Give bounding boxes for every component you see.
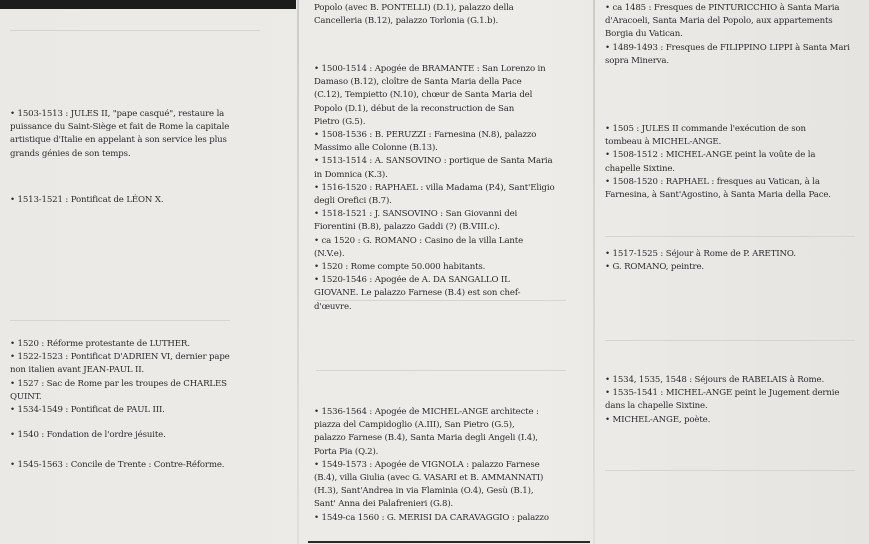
column-left — [0, 0, 296, 544]
text-line: GIOVANE. Le palazzo Farnese (B.4) est son chef- — [314, 288, 521, 299]
faint-mark — [605, 340, 855, 341]
text-line: • MICHEL-ANGE, poète. — [605, 414, 711, 425]
text-line: in Domnica (K.3). — [314, 169, 388, 180]
timeline-entry — [605, 374, 869, 427]
text-line: Borgia du Vatican. — [605, 29, 683, 40]
text-line: • G. ROMANO, peintre. — [605, 262, 704, 273]
column-divider — [297, 0, 299, 544]
text-line: Pietro (G.5). — [314, 116, 366, 127]
text-line: (C.12), Tempietto (N.10), chœur de Santa Maria del — [314, 90, 533, 101]
text-line: • 1540 : Fondation de l'ordre jésuite. — [10, 430, 166, 440]
faint-mark — [316, 300, 566, 301]
text-line: Popolo (D.1), début de la reconstruction de San — [314, 103, 515, 114]
column-right — [597, 0, 869, 544]
timeline-entry — [314, 406, 588, 525]
timeline-entry — [10, 429, 292, 442]
timeline-entry — [10, 194, 292, 207]
faint-mark — [316, 370, 566, 371]
text-line: • 1520 : Réforme protestante de LUTHER. — [10, 339, 190, 349]
text-line: sopra Minerva. — [605, 55, 669, 66]
text-line: • 1518-1521 : J. SANSOVINO : San Giovanni dei — [314, 209, 518, 220]
faint-mark — [10, 320, 230, 321]
text-line: Massimo alle Colonne (B.13). — [314, 143, 438, 154]
text-line: Porta Pia (Q.2). — [314, 446, 379, 457]
timeline-entry — [10, 338, 292, 417]
text-line: piazza del Campidoglio (A.III), San Pietro (G.5), — [314, 420, 515, 431]
text-line: d'Aracoeli, Santa Maria del Popolo, aux appartements — [605, 16, 833, 27]
text-line: • 1513-1521 : Pontificat de LÉON X. — [10, 195, 164, 205]
text-line: • 1535-1541 : MICHEL-ANGE peint le Jugement dernie — [605, 388, 840, 399]
timeline-entry — [314, 63, 588, 314]
text-line: • 1534-1549 : Pontificat de PAUL III. — [10, 405, 165, 416]
text-line: • 1522-1523 : Pontificat D'ADRIEN VI, dernier pape — [10, 352, 230, 363]
text-line: Cancelleria (B.12), palazzo Torlonia (G.1.b). — [314, 16, 499, 27]
text-line: Damaso (B.12), cloître de Santa Maria della Pace — [314, 77, 522, 88]
text-line: • ca 1520 : G. ROMANO : Casino de la villa Lante — [314, 235, 524, 246]
text-line: • 1500-1514 : Apogée de BRAMANTE : San Lorenzo in — [314, 64, 546, 74]
text-line: (B.4), villa Giulia (avec G. VASARI et B. AMMANNATI) — [314, 473, 544, 484]
text-line: Sant' Anna dei Palafrenieri (G.8). — [314, 499, 454, 510]
column-divider — [593, 0, 595, 544]
text-line: (H.3), Sant'Andrea in via Flaminia (O.4), Gesù (B.1), — [314, 486, 534, 497]
text-line: (N.V.e). — [314, 248, 345, 259]
column-middle-bottom-rule — [308, 541, 590, 543]
text-line: • 1489-1493 : Fresques de FILIPPINO LIPPI à Santa Mari — [605, 42, 850, 53]
timeline-entry — [10, 459, 292, 472]
faint-mark — [605, 236, 855, 237]
text-line: Farnesina, à Sant'Agostino, à Santa Maria della Pace. — [605, 190, 831, 201]
timeline-entry — [314, 2, 588, 28]
text-line: palazzo Farnese (B.4), Santa Maria degli Angeli (I.4), — [314, 433, 538, 444]
text-line: • 1508-1512 : MICHEL-ANGE peint la voûte de la — [605, 150, 816, 161]
column-middle — [302, 0, 592, 544]
text-line: • 1549-ca 1560 : G. MERISI DA CARAVAGGIO : palazzo — [314, 512, 549, 523]
text-line: QUINT. — [10, 391, 42, 402]
text-line: • 1527 : Sac de Rome par les troupes de CHARLES — [10, 378, 227, 389]
text-line: • 1534, 1535, 1548 : Séjours de RABELAIS à Rome. — [605, 375, 825, 385]
text-line: • 1549-1573 : Apogée de VIGNOLA : palazzo Farnese — [314, 459, 540, 470]
column-left-top-rule — [0, 0, 296, 9]
timeline-entry — [605, 248, 869, 274]
faint-mark — [10, 30, 260, 31]
text-line: artistique d'Italie en appelant à son service les plus — [10, 135, 227, 146]
text-line: Fiorentini (B.8), palazzo Gaddi (?) (B.VIII.c). — [314, 222, 500, 233]
text-line: • 1520-1546 : Apogée de A. DA SANGALLO IL — [314, 275, 510, 286]
text-line: d'œuvre. — [314, 301, 352, 312]
text-line: • 1536-1564 : Apogée de MICHEL-ANGE architecte : — [314, 407, 539, 417]
text-line: • 1508-1536 : B. PERUZZI : Farnesina (N.8), palazzo — [314, 130, 537, 141]
text-line: Popolo (avec B. PONTELLI) (D.1), palazzo della — [314, 3, 514, 13]
text-line: degli Orefici (B.7). — [314, 196, 392, 207]
text-line: • 1520 : Rome compte 50.000 habitants. — [314, 262, 486, 273]
text-line: tombeau à MICHEL-ANGE. — [605, 137, 722, 148]
text-line: puissance du Saint-Siège et fait de Rome la capitale — [10, 122, 230, 133]
text-line: chapelle Sixtine. — [605, 163, 675, 174]
text-line: • 1517-1525 : Séjour à Rome de P. ARETINO. — [605, 249, 796, 259]
timeline-entry — [605, 2, 869, 68]
text-line: non italien avant JEAN-PAUL II. — [10, 365, 145, 376]
timeline-entry — [605, 123, 869, 202]
text-line: • 1505 : JULES II commande l'exécution de son — [605, 124, 806, 134]
text-line: dans la chapelle Sixtine. — [605, 401, 708, 412]
timeline-entry — [10, 108, 292, 161]
text-line: • 1516-1520 : RAPHAEL : villa Madama (P.4), Sant'Eligio — [314, 182, 555, 193]
faint-mark — [605, 470, 855, 471]
text-line: • 1503-1513 : JULES II, "pape casqué", restaure la — [10, 109, 225, 119]
text-line: • 1545-1563 : Concile de Trente : Contre-Réforme. — [10, 460, 225, 470]
text-line: grands génies de son temps. — [10, 148, 131, 159]
text-line: • 1508-1520 : RAPHAEL : fresques au Vatican, à la — [605, 176, 820, 187]
text-line: • 1513-1514 : A. SANSOVINO : portique de Santa Maria — [314, 156, 553, 167]
text-line: • ca 1485 : Fresques de PINTURICCHIO à Santa Maria — [605, 3, 840, 13]
